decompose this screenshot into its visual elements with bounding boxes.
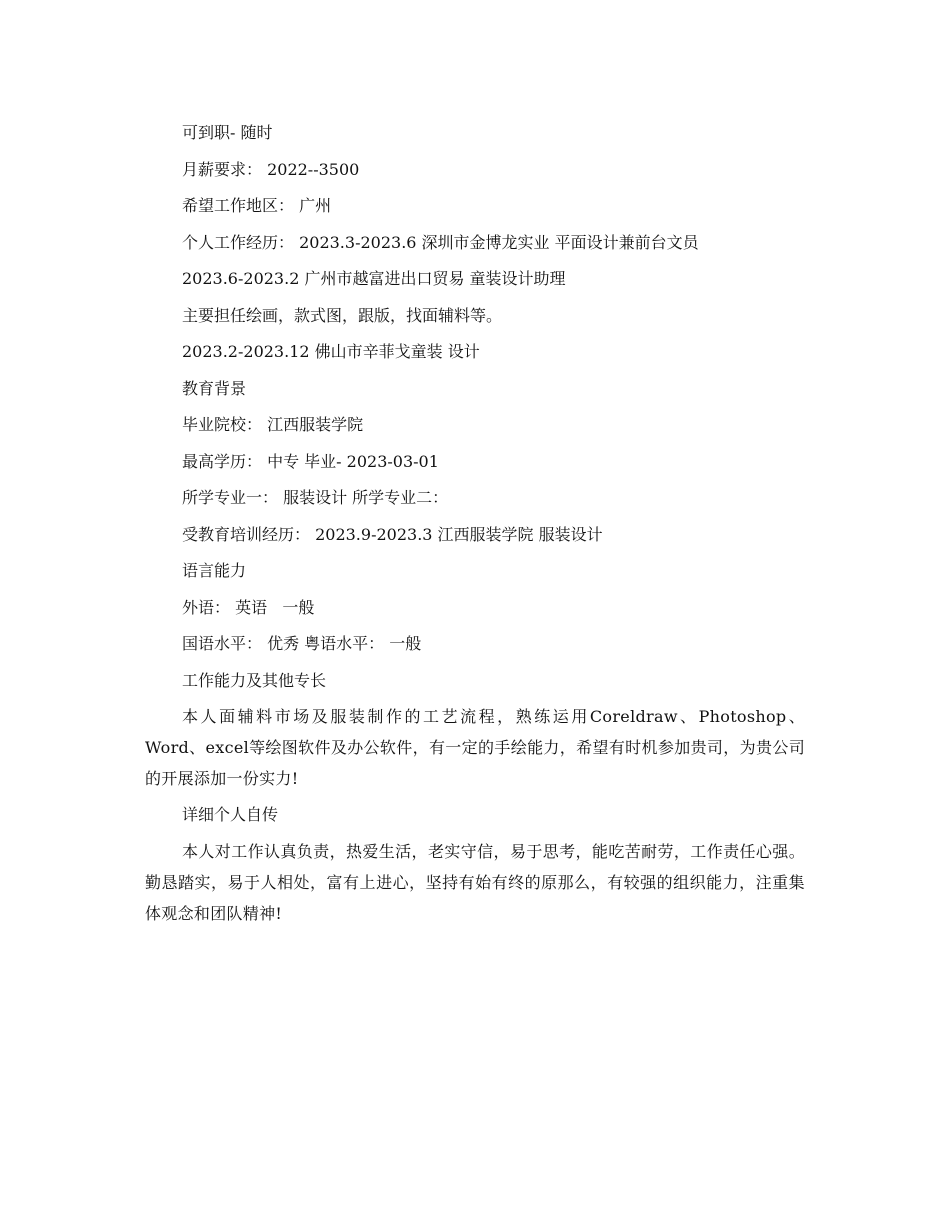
self-intro-heading: 详细个人自传 <box>182 805 279 824</box>
education-heading: 教育背景 <box>182 378 247 398</box>
majors-line: 所学专业一： 服装设计 所学专业二： <box>182 488 449 507</box>
salary-line: 月薪要求： 2022--3500 <box>182 159 360 179</box>
training-line: 受教育培训经历： 2023.9-2023.3 江西服装学院 服装设计 <box>182 524 603 544</box>
mandarin-cantonese-line: 国语水平： 优秀 粤语水平： 一般 <box>182 634 422 653</box>
resume-content <box>145 115 805 932</box>
skills-paragraph: 本人面辅料市场及服装制作的工艺流程，熟练运用Coreldraw、Photoshop、Word、excel等绘图软件及办公软件，有一定的手绘能力，希望有时机参加贵司，为贵公司的开展添加一份实力! <box>145 707 805 788</box>
self-intro-paragraph: 本人对工作认真负责，热爱生活，老实守信，易于思考，能吃苦耐劳，工作责任心强。勤恳踏实，易于人相处，富有上进心，坚持有始有终的原那么，有较强的组织能力，注重集体观念和团队精神! <box>145 841 805 923</box>
degree-line: 最高学历： 中专 毕业- 2023-03-01 <box>182 451 439 471</box>
work-history-line-1: 个人工作经历： 2023.3-2023.6 深圳市金博龙实业 平面设计兼前台文员 <box>182 232 699 252</box>
work-duties-line: 主要担任绘画，款式图，跟版，找面辅料等。 <box>182 305 503 325</box>
work-history-line-3: 2023.2-2023.12 佛山市辛菲戈童装 设计 <box>182 342 480 361</box>
availability-line: 可到职- 随时 <box>182 123 273 142</box>
language-heading: 语言能力 <box>182 561 247 580</box>
foreign-language-line: 外语： 英语 一般 <box>182 597 315 617</box>
work-history-line-2: 2023.6-2023.2 广州市越富进出口贸易 童装设计助理 <box>182 269 566 288</box>
skills-heading: 工作能力及其他专长 <box>182 670 327 690</box>
region-line: 希望工作地区： 广州 <box>182 196 332 215</box>
school-line: 毕业院校： 江西服装学院 <box>182 415 364 434</box>
